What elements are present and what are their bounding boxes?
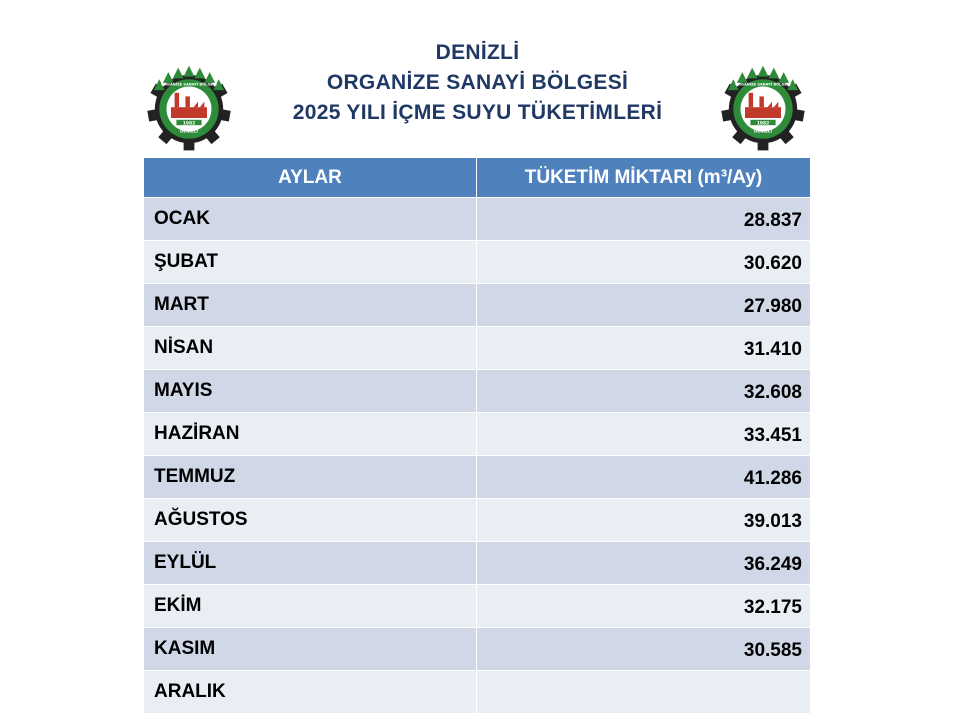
table-row: [144, 413, 811, 456]
title-line-1: DENİZLİ: [435, 41, 520, 64]
table-body: [144, 198, 811, 714]
consumption-value-cell: 32.608: [477, 370, 811, 413]
month-cell: MAYIS: [144, 370, 477, 413]
logo-year: 1982: [182, 121, 196, 127]
table-row: [144, 585, 811, 628]
logo-city: DENİZLİ: [180, 128, 198, 134]
month-cell: AĞUSTOS: [144, 499, 477, 542]
table-row: [144, 499, 811, 542]
logo-year: 1982: [756, 121, 770, 127]
consumption-value-cell: 31.410: [477, 327, 811, 370]
consumption-table: [143, 157, 811, 714]
table-row: [144, 542, 811, 585]
title-line-3: 2025 YILI İÇME SUYU TÜKETİMLERİ: [292, 101, 663, 124]
column-header-consumption: TÜKETİM MİKTARI (m³/Ay): [477, 158, 811, 198]
column-header-months: AYLAR: [144, 158, 477, 198]
consumption-value-cell: 30.620: [477, 241, 811, 284]
consumption-value-cell: 33.451: [477, 413, 811, 456]
month-cell: MART: [144, 284, 477, 327]
table-row: [144, 370, 811, 413]
table-row: [144, 241, 811, 284]
table-row: [144, 628, 811, 671]
logo-arc-text: ORGANİZE SANAYİ BÖLGESİ: [161, 82, 217, 87]
consumption-value-cell: 36.249: [477, 542, 811, 585]
month-cell: EYLÜL: [144, 542, 477, 585]
month-cell: ŞUBAT: [144, 241, 477, 284]
month-cell: NİSAN: [144, 327, 477, 370]
consumption-value-cell: 30.585: [477, 628, 811, 671]
consumption-value-cell: 27.980: [477, 284, 811, 327]
table-row: [144, 456, 811, 499]
month-cell: KASIM: [144, 628, 477, 671]
month-cell: ARALIK: [144, 671, 477, 714]
table-row: [144, 198, 811, 241]
month-cell: EKİM: [144, 585, 477, 628]
table-header-row: [144, 158, 811, 198]
page-title: [200, 38, 755, 128]
table-row: [144, 671, 811, 714]
month-cell: TEMMUZ: [144, 456, 477, 499]
osb-logo-icon: [718, 64, 808, 154]
consumption-value-cell: 41.286: [477, 456, 811, 499]
consumption-value-cell: [477, 671, 811, 714]
consumption-value-cell: 28.837: [477, 198, 811, 241]
table-row: [144, 284, 811, 327]
osb-logo-icon: [144, 64, 234, 154]
consumption-value-cell: 32.175: [477, 585, 811, 628]
logo-city: DENİZLİ: [754, 128, 772, 134]
table-row: [144, 327, 811, 370]
month-cell: HAZİRAN: [144, 413, 477, 456]
month-cell: OCAK: [144, 198, 477, 241]
title-line-2: ORGANİZE SANAYİ BÖLGESİ: [326, 71, 629, 94]
consumption-value-cell: 39.013: [477, 499, 811, 542]
logo-arc-text: ORGANİZE SANAYİ BÖLGESİ: [735, 82, 791, 87]
